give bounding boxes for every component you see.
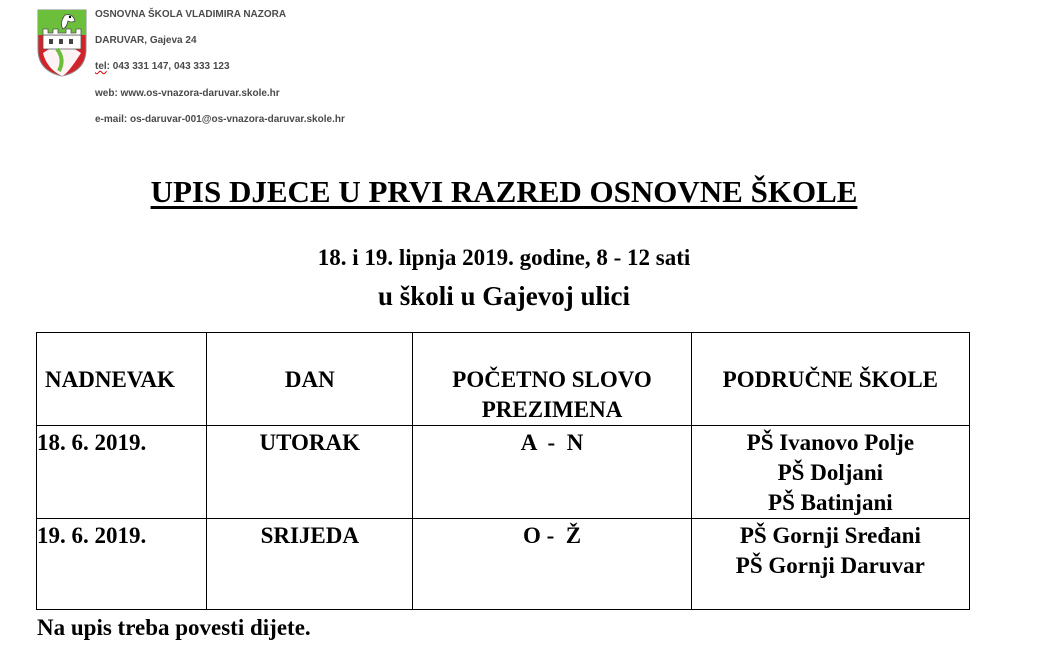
school-logo (37, 9, 87, 77)
school-item: PŠ Gornji Daruvar (735, 553, 925, 578)
school-name: OSNOVNA ŠKOLA VLADIMIRA NAZORA (95, 9, 287, 20)
date-cell: 19. 6. 2019. (37, 519, 207, 610)
header-cell: PODRUČNE ŠKOLE (691, 333, 969, 426)
day-cell: UTORAK (207, 426, 413, 519)
date-cell: 18. 6. 2019. (37, 426, 207, 519)
header-cell: POČETNO SLOVO PREZIMENA (413, 333, 691, 426)
schools-cell (691, 519, 969, 610)
letters-cell: O - Ž (413, 519, 691, 610)
subtitle-place: u školi u Gajevoj ulici (377, 281, 631, 311)
school-item: PŠ Doljani (777, 460, 884, 485)
subtitle-date: 18. i 19. lipnja 2019. godine, 8 - 12 sati (317, 245, 691, 270)
letters-cell: A - N (413, 426, 691, 519)
school-email[interactable]: e-mail: os-daruvar-001@os-vnazora-daruvar.skole.hr (95, 114, 345, 125)
schools-cell (691, 426, 969, 519)
phone-numbers: : 043 331 147, 043 333 123 (106, 61, 230, 72)
document-title: UPIS DJECE U PRVI RAZRED OSNOVNE ŠKOLE (150, 174, 858, 209)
school-phone (95, 61, 230, 72)
table-row (37, 519, 970, 610)
day-cell: SRIJEDA (207, 519, 413, 610)
enrollment-schedule-table (36, 332, 970, 610)
header-cell: NADNEVAK (37, 333, 207, 426)
header-cell: DAN (207, 333, 413, 426)
school-address: DARUVAR, Gajeva 24 (95, 35, 197, 46)
table-row (37, 426, 970, 519)
school-item: PŠ Gornji Sređani (739, 523, 921, 548)
school-item: PŠ Batinjani (768, 490, 893, 515)
school-website[interactable]: web: www.os-vnazora-daruvar.skole.hr (95, 88, 280, 99)
table-header-row (37, 333, 970, 426)
phone-label: tel (95, 61, 107, 72)
coat-of-arms-icon (37, 9, 87, 77)
footer-note: Na upis treba povesti dijete. (37, 615, 311, 640)
school-item: PŠ Ivanovo Polje (746, 430, 915, 455)
